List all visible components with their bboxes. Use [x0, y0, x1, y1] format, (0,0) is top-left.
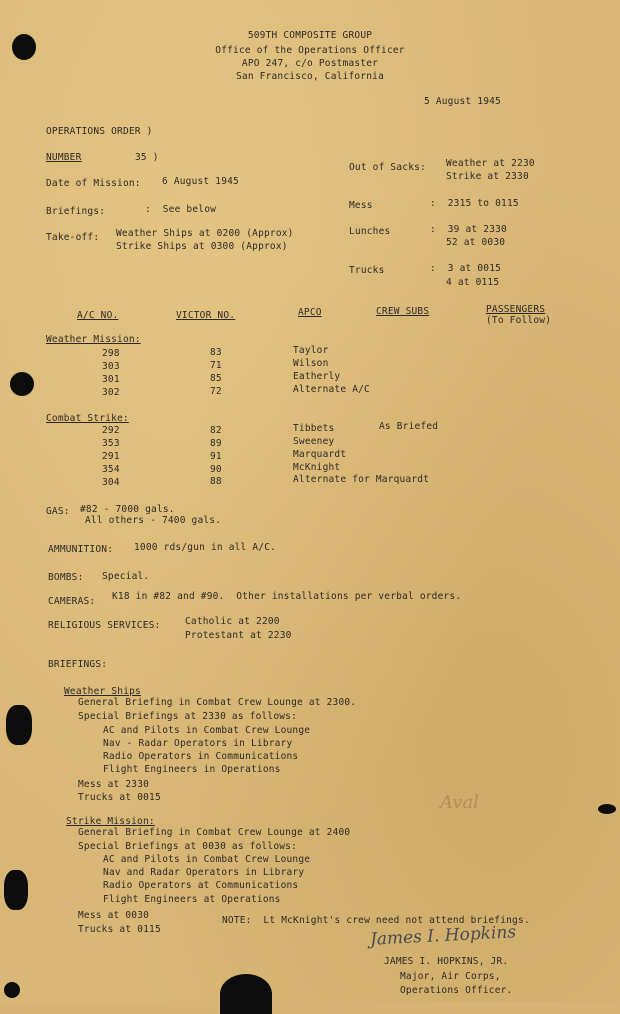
col-header-crew: CREW SUBS — [376, 306, 430, 317]
religious-protestant: Protestant at 2230 — [185, 630, 292, 641]
strike-briefing-line: Mess at 0030 — [78, 910, 150, 921]
weather-row-ac: 302 — [102, 387, 120, 398]
strike-row-apco: Alternate for Marquardt — [293, 474, 430, 485]
takeoff-label: Take-off: — [46, 232, 100, 243]
out-of-sacks-label: Out of Sacks: — [349, 162, 426, 173]
briefings-value: : See below — [145, 204, 217, 215]
weather-mission-heading: Weather Mission: — [46, 334, 141, 345]
weather-briefing-line: Radio Operators in Communications — [103, 751, 299, 762]
ammunition-label: AMMUNITION: — [48, 544, 114, 555]
strike-row-victor: 82 — [210, 425, 222, 436]
strike-row-ac: 292 — [102, 425, 120, 436]
strike-briefing-line: Special Briefings at 0030 as follows: — [78, 841, 298, 852]
weather-row-apco: Eatherly — [293, 371, 341, 382]
lunches-value-2: 52 at 0030 — [446, 237, 506, 248]
strike-row-apco: Sweeney — [293, 436, 335, 447]
bombs-label: BOMBS: — [48, 572, 84, 583]
trucks-value-1: : 3 at 0015 — [430, 263, 502, 274]
cameras-value: K18 in #82 and #90. Other installations per verbal orders. — [112, 591, 462, 602]
edge-mark — [598, 804, 616, 814]
mission-date-label: Date of Mission: — [46, 178, 141, 189]
strike-row-crew: As Briefed — [379, 421, 439, 432]
weather-row-ac: 301 — [102, 374, 120, 385]
weather-briefing-line: Special Briefings at 2330 as follows: — [78, 711, 298, 722]
strike-row-ac: 304 — [102, 477, 120, 488]
operations-order-line: OPERATIONS ORDER ) — [46, 126, 153, 137]
strike-briefing-line: General Briefing in Combat Crew Lounge at 2400 — [78, 827, 351, 838]
weather-row-ac: 303 — [102, 361, 120, 372]
strike-mission-heading: Strike Mission: — [66, 816, 155, 827]
religious-services-label: RELIGIOUS SERVICES: — [48, 620, 161, 631]
lunches-label: Lunches — [349, 226, 391, 237]
strike-row-ac: 291 — [102, 451, 120, 462]
out-of-sacks-strike: Strike at 2330 — [446, 171, 529, 182]
office-name: Office of the Operations Officer — [215, 45, 405, 56]
trucks-label: Trucks — [349, 265, 385, 276]
number-label: NUMBER — [46, 152, 82, 163]
weather-ships-heading: Weather Ships — [64, 686, 141, 697]
weather-row-victor: 72 — [210, 386, 222, 397]
strike-row-apco: Marquardt — [293, 449, 347, 460]
strike-briefing-line: AC and Pilots in Combat Crew Lounge — [103, 854, 311, 865]
strike-row-apco: Tibbets — [293, 423, 335, 434]
city-line: San Francisco, California — [236, 71, 384, 82]
weather-row-victor: 83 — [210, 347, 222, 358]
weather-row-victor: 85 — [210, 373, 222, 384]
briefings-heading: BRIEFINGS: — [48, 659, 108, 670]
note: NOTE: Lt McKnight's crew need not attend briefings. — [222, 915, 530, 926]
number-value: 35 ) — [135, 152, 159, 163]
mess-value: : 2315 to 0115 — [430, 198, 519, 209]
takeoff-weather: Weather Ships at 0200 (Approx) — [116, 228, 294, 239]
strike-row-victor: 88 — [210, 476, 222, 487]
strike-row-victor: 89 — [210, 438, 222, 449]
weather-row-apco: Alternate A/C — [293, 384, 370, 395]
strike-briefing-line: Flight Engineers at Operations — [103, 894, 281, 905]
gas-label: GAS: — [46, 506, 70, 517]
weather-briefing-line: Flight Engineers in Operations — [103, 764, 281, 775]
weather-briefing-line: Mess at 2330 — [78, 779, 150, 790]
punch-hole — [10, 372, 34, 396]
handwritten-signature: James I. Hopkins — [369, 922, 517, 950]
punch-hole — [4, 982, 20, 998]
weather-briefing-line: Trucks at 0015 — [78, 792, 161, 803]
col-header-passengers: PASSENGERS — [486, 304, 546, 315]
col-header-apco: APCO — [298, 307, 322, 318]
gas-line-1: #82 - 7000 gals. — [80, 504, 175, 515]
strike-row-apco: McKnight — [293, 462, 341, 473]
takeoff-strike: Strike Ships at 0300 (Approx) — [116, 241, 288, 252]
strike-row-victor: 91 — [210, 451, 222, 462]
col-header-ac: A/C NO. — [77, 310, 119, 321]
gas-line-2: All others - 7400 gals. — [85, 515, 222, 526]
weather-row-ac: 298 — [102, 348, 120, 359]
strike-row-victor: 90 — [210, 464, 222, 475]
document-date: 5 August 1945 — [424, 96, 501, 107]
weather-briefing-line: Nav - Radar Operators in Library — [103, 738, 293, 749]
strike-briefing-line: Trucks at 0115 — [78, 924, 161, 935]
punch-hole — [6, 705, 32, 745]
org-name: 509TH COMPOSITE GROUP — [247, 30, 373, 41]
religious-catholic: Catholic at 2200 — [185, 616, 280, 627]
briefings-label: Briefings: — [46, 206, 106, 217]
col-header-passengers-note: (To Follow) — [486, 315, 552, 326]
lunches-value-1: : 39 at 2330 — [430, 224, 507, 235]
col-header-victor: VICTOR NO. — [176, 310, 236, 321]
bombs-value: Special. — [102, 571, 150, 582]
signer-name: JAMES I. HOPKINS, JR. — [384, 956, 509, 967]
strike-row-ac: 353 — [102, 438, 120, 449]
weather-row-victor: 71 — [210, 360, 222, 371]
corner-shadow — [220, 974, 272, 1014]
signer-rank: Major, Air Corps, — [400, 971, 501, 982]
strike-briefing-line: Radio Operators at Communications — [103, 880, 299, 891]
weather-briefing-line: General Briefing in Combat Crew Lounge at 2300. — [78, 697, 357, 708]
weather-row-apco: Wilson — [293, 358, 329, 369]
pencil-mark: Aval — [440, 792, 479, 813]
punch-hole — [12, 34, 36, 60]
mess-label: Mess — [349, 200, 373, 211]
trucks-value-2: 4 at 0115 — [446, 277, 500, 288]
strike-row-ac: 354 — [102, 464, 120, 475]
combat-strike-heading: Combat Strike: — [46, 413, 129, 424]
punch-hole — [4, 870, 28, 910]
ammunition-value: 1000 rds/gun in all A/C. — [134, 542, 277, 553]
weather-row-apco: Taylor — [293, 345, 329, 356]
strike-briefing-line: Nav and Radar Operators in Library — [103, 867, 305, 878]
mission-date-value: 6 August 1945 — [162, 176, 239, 187]
apo-line: APO 247, c/o Postmaster — [241, 58, 379, 69]
out-of-sacks-weather: Weather at 2230 — [446, 158, 535, 169]
signer-title: Operations Officer. — [400, 985, 513, 996]
cameras-label: CAMERAS: — [48, 596, 96, 607]
weather-briefing-line: AC and Pilots in Combat Crew Lounge — [103, 725, 311, 736]
